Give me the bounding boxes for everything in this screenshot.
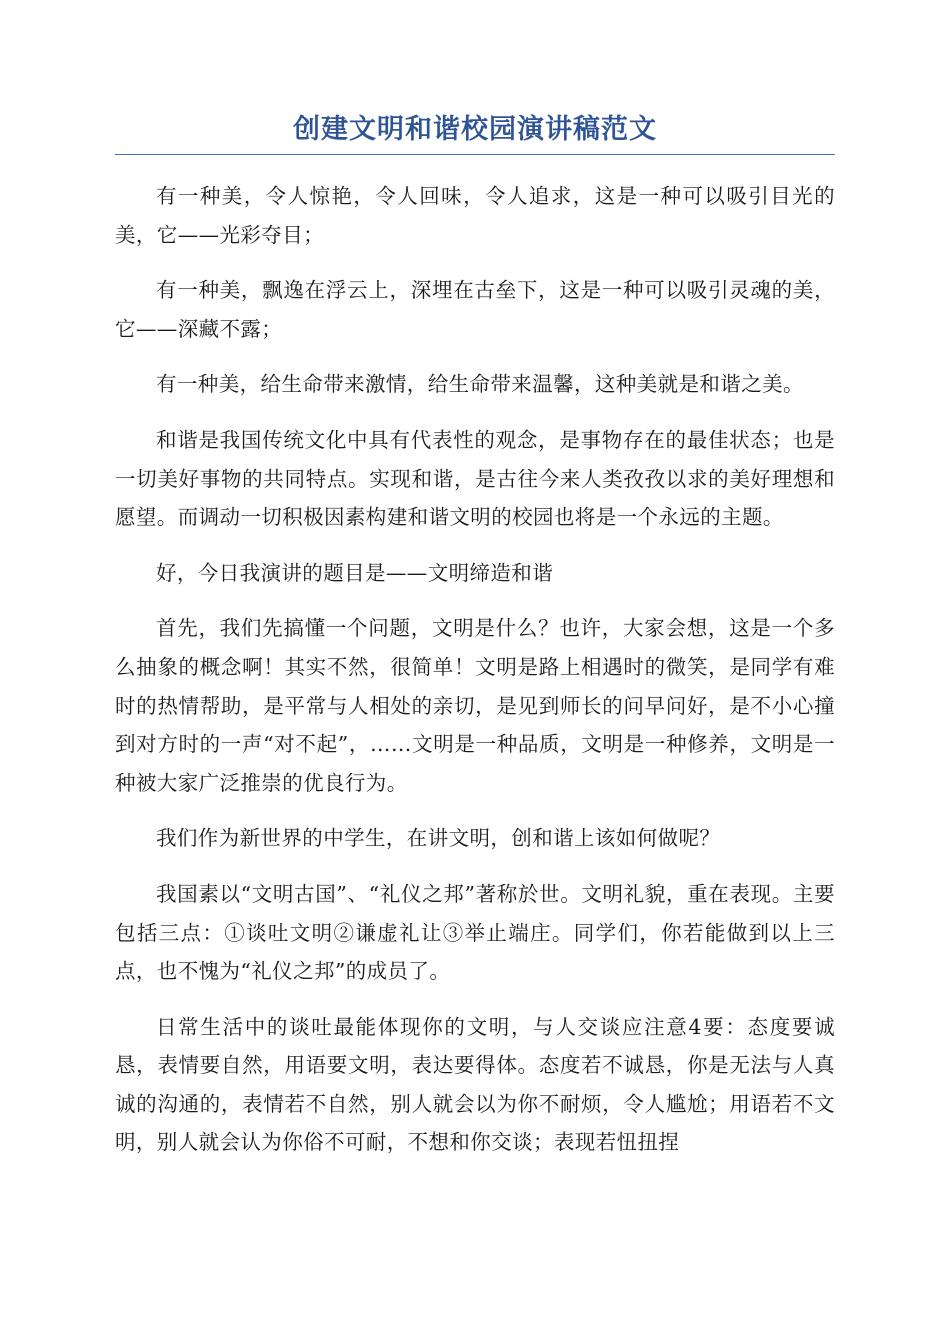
paragraph: 有一种美，飘逸在浮云上，深埋在古垒下，这是一种可以吸引灵魂的美，它——深藏不露； bbox=[115, 278, 835, 341]
document-body bbox=[115, 177, 835, 1162]
paragraph: 有一种美，给生命带来激情，给生命带来温馨，这种美就是和谐之美。 bbox=[156, 372, 804, 397]
paragraph: 日常生活中的谈吐最能体现你的文明，与人交谈应注意4要：态度要诚恳，表情要自然，用语要文明，表达要得体。态度若不诚恳，你是无法与人真诚的沟通的，表情若不自然，别人就会以为你不耐烦，令人尴尬；用语若不文明，别人就会认为你俗不可耐，不想和你交谈；表现若忸扭捏 bbox=[115, 1014, 835, 1155]
paragraph: 我们作为新世界的中学生，在讲文明，创和谐上该如何做呢？ bbox=[156, 826, 721, 851]
paragraph: 首先，我们先搞懂一个问题，文明是什么？也许，大家会想，这是一个多么抽象的概念啊！其实不然，很简单！文明是路上相遇时的微笑，是同学有难时的热情帮助，是平常与人相处的亲切，是见到师长的问早问好，是不小心撞到对方时的一声“对不起”，……文明是一种品质，文明是一种修养，文明是一种被大家广泛推崇的优良行为。 bbox=[115, 616, 835, 795]
document-title: 创建文明和谐校园演讲稿范文 bbox=[293, 114, 657, 145]
paragraph: 和谐是我国传统文化中具有代表性的观念，是事物存在的最佳状态；也是一切美好事物的共同特点。实现和谐，是古往今来人类孜孜以求的美好理想和愿望。而调动一切积极因素构建和谐文明的校园也将是一个永远的主题。 bbox=[115, 427, 835, 530]
paragraph: 我国素以“文明古国”、“礼仪之邦”著称於世。文明礼貌，重在表现。主要包括三点：①谈吐文明②谦虚礼让③举止端庄。同学们，你若能做到以上三点，也不愧为“礼仪之邦”的成员了。 bbox=[115, 881, 835, 984]
title-underline bbox=[115, 154, 835, 155]
paragraph: 有一种美，令人惊艳，令人回味，令人追求，这是一种可以吸引目光的美，它——光彩夺目； bbox=[115, 184, 835, 247]
paragraph: 好，今日我演讲的题目是——文明缔造和谐 bbox=[156, 560, 554, 585]
document-page bbox=[115, 110, 835, 1179]
